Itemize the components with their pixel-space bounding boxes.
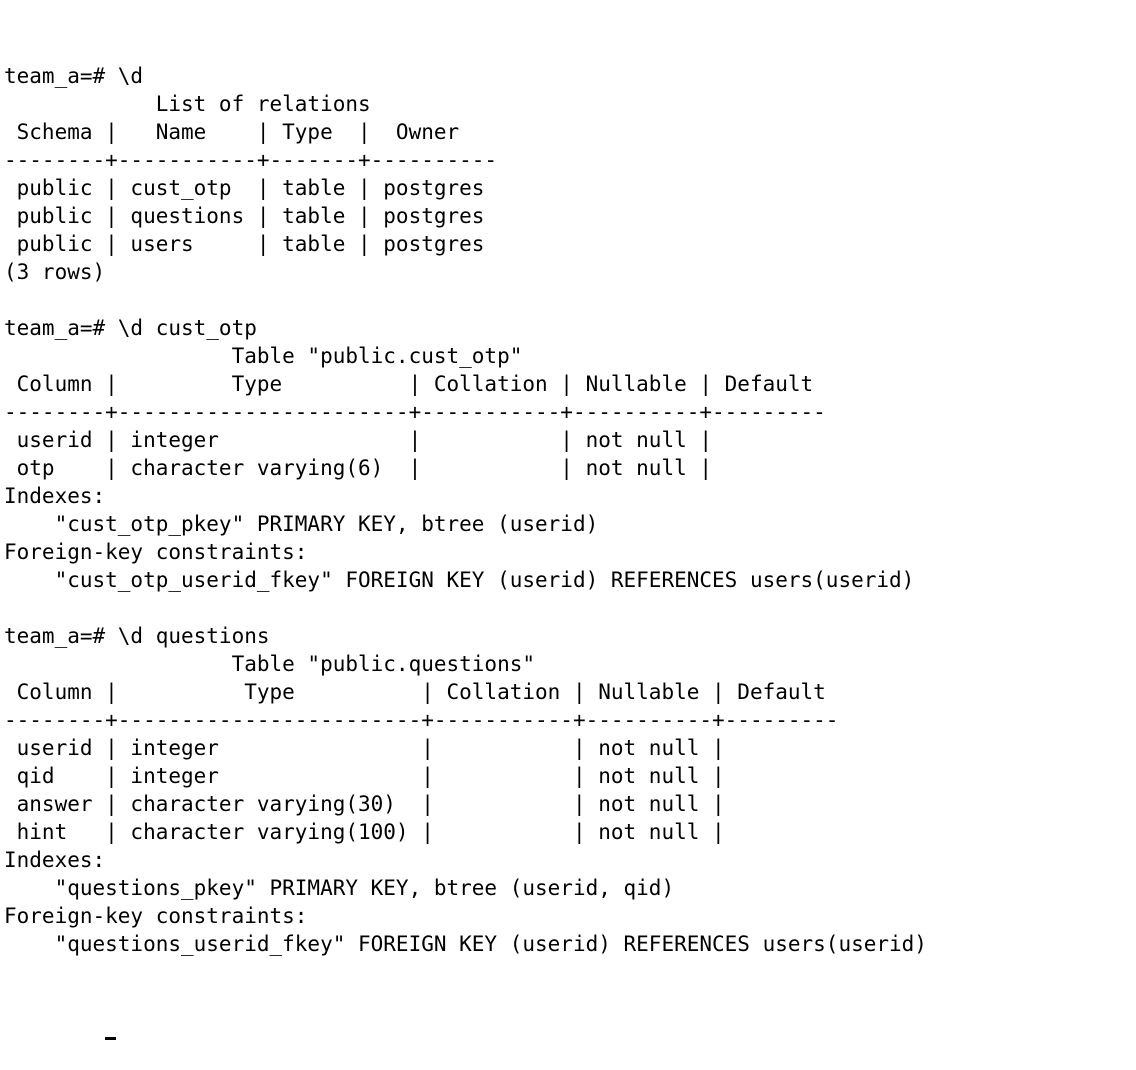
- terminal-cursor-line: [4, 1014, 1136, 1042]
- terminal-line: Table "public.questions": [4, 652, 536, 676]
- terminal-line: qid | integer | | not null |: [4, 764, 725, 788]
- terminal-line: team_a=# \d questions: [4, 624, 270, 648]
- terminal-line: team_a=# \d: [4, 64, 144, 88]
- text-cursor: [105, 1037, 116, 1040]
- terminal-line: answer | character varying(30) | | not null |: [4, 792, 725, 816]
- terminal-line: otp | character varying(6) | | not null |: [4, 456, 713, 480]
- cursor-indent: [4, 1016, 105, 1040]
- terminal-line: public | users | table | postgres: [4, 232, 485, 256]
- terminal-line: team_a=# \d cust_otp: [4, 316, 257, 340]
- terminal-lines: [4, 62, 1136, 958]
- terminal-line: Schema | Name | Type | Owner: [4, 120, 460, 144]
- terminal-line: Indexes:: [4, 848, 106, 872]
- terminal-line: "questions_pkey" PRIMARY KEY, btree (userid, qid): [4, 876, 675, 900]
- terminal-line: public | cust_otp | table | postgres: [4, 176, 485, 200]
- terminal-line: Indexes:: [4, 484, 106, 508]
- terminal-line: "questions_userid_fkey" FOREIGN KEY (userid) REFERENCES users(userid): [4, 932, 927, 956]
- terminal-line: --------+-----------+-------+----------: [4, 148, 498, 172]
- terminal-line: (3 rows): [4, 260, 106, 284]
- terminal-line: --------+------------------------+-----------+----------+---------: [4, 708, 839, 732]
- terminal-line: Foreign-key constraints:: [4, 540, 308, 564]
- terminal-line: [4, 286, 1136, 314]
- terminal-line: hint | character varying(100) | | not null |: [4, 820, 725, 844]
- terminal-line: userid | integer | | not null |: [4, 736, 725, 760]
- terminal-line: [4, 594, 1136, 622]
- terminal-line: userid | integer | | not null |: [4, 428, 713, 452]
- terminal-line: --------+-----------------------+-----------+----------+---------: [4, 400, 826, 424]
- terminal-line: Table "public.cust_otp": [4, 344, 523, 368]
- terminal-line: public | questions | table | postgres: [4, 204, 485, 228]
- terminal-line: Foreign-key constraints:: [4, 904, 308, 928]
- terminal-line: List of relations: [4, 92, 371, 116]
- terminal-line: "cust_otp_pkey" PRIMARY KEY, btree (userid): [4, 512, 599, 536]
- terminal-line: "cust_otp_userid_fkey" FOREIGN KEY (userid) REFERENCES users(userid): [4, 568, 915, 592]
- terminal-line: Column | Type | Collation | Nullable | Default: [4, 372, 814, 396]
- terminal-line: Column | Type | Collation | Nullable | Default: [4, 680, 826, 704]
